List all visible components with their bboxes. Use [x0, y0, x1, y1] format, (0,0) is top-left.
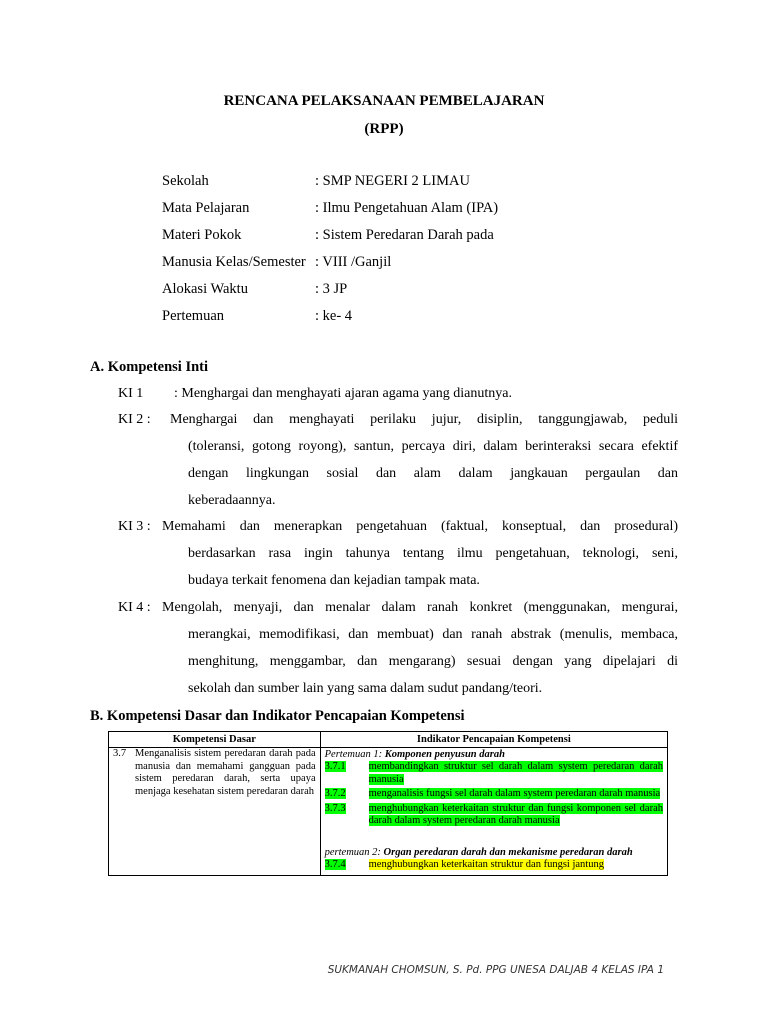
- ki-2: [118, 412, 678, 522]
- indicator-code: 3.7.3: [324, 802, 346, 814]
- ki-text: Mengolah, menyaji, dan menalar dalam ranah konkret (menggunakan, mengurai,: [162, 600, 678, 615]
- indicator-text: membandingkan struktur sel darah dalam system peredaran darah manusia: [368, 761, 663, 785]
- ki-text: budaya terkait fenomena dan kejadian tampak mata.: [188, 573, 480, 588]
- ki-4: [118, 600, 678, 710]
- ki-text: (toleransi, gotong royong), santun, percaya diri, dalam berinteraksi secara efektif: [188, 439, 678, 454]
- identity-label: Pertemuan: [162, 308, 225, 324]
- meeting-1-topic: Komponen penyusun darah: [384, 749, 505, 760]
- table-header-row: [109, 732, 668, 748]
- ki-text: keberadaannya.: [188, 493, 276, 508]
- meeting-1-heading: [325, 748, 663, 761]
- indicator-text: menganalisis fungsi sel darah dalam system peredaran darah manusia: [368, 788, 661, 799]
- kd-description: [113, 748, 316, 798]
- identity-value: : 3 JP: [315, 281, 348, 297]
- ki-label: KI 1: [118, 386, 144, 401]
- section-a-heading: A. Kompetensi Inti: [90, 359, 209, 375]
- kd-cell: [109, 748, 321, 876]
- table-header-ipk: Indikator Pencapaian Kompetensi: [320, 732, 667, 748]
- ki-text: berdasarkan rasa ingin tahunya tentang ilmu pengetahuan, teknologi, seni,: [188, 546, 678, 561]
- identity-label: Materi Pokok: [162, 227, 242, 243]
- ki-3: [118, 519, 678, 599]
- meeting-1-label: Pertemuan 1:: [324, 749, 383, 760]
- indicator-item: [325, 788, 663, 801]
- ki-label: KI 4 :: [118, 600, 151, 615]
- section-b-heading: B. Kompetensi Dasar dan Indikator Pencapaian Kompetensi: [90, 708, 465, 724]
- meeting-2-label: pertemuan 2:: [324, 846, 381, 858]
- ipk-cell: [320, 748, 667, 876]
- indicator-code: 3.7.1: [324, 761, 346, 772]
- identity-label: Manusia Kelas/Semester: [162, 254, 306, 270]
- identity-label: Mata Pelajaran: [162, 200, 250, 216]
- ki-text: dengan lingkungan sosial dan alam dalam jangkauan pergaulan dan: [188, 466, 678, 481]
- kd-text: Menganalisis sistem peredaran darah pada manusia dan memahami gangguan pada sistem peredaran darah, serta upaya menjaga kesehatan sistem peredaran darah: [135, 748, 316, 797]
- identity-value: : Ilmu Pengetahuan Alam (IPA): [315, 200, 499, 216]
- document-subtitle: (RPP): [364, 121, 404, 137]
- indicator-item: [325, 859, 663, 872]
- meeting-2-heading: [325, 846, 663, 859]
- ki-text: Menghargai dan menghayati perilaku jujur, disiplin, tanggungjawab, peduli: [170, 412, 678, 427]
- table-row: [109, 748, 668, 876]
- ki-text: sekolah dan sumber lain yang sama dalam sudut pandang/teori.: [188, 681, 543, 696]
- ki-label: KI 2 :: [118, 412, 151, 427]
- ki-text: Memahami dan menerapkan pengetahuan (faktual, konseptual, dan prosedural): [162, 519, 678, 534]
- ki-text: merangkai, memodifikasi, dan membuat) dan ranah abstrak (menulis, membaca,: [188, 627, 678, 642]
- identity-label: Sekolah: [162, 173, 209, 189]
- identity-value: : ke- 4: [315, 308, 353, 324]
- meeting-2-topic: Organ peredaran darah dan mekanisme peredaran darah: [383, 846, 633, 858]
- indicator-item: [325, 803, 663, 828]
- kd-number: 3.7: [113, 748, 127, 759]
- table-header-kd: Kompetensi Dasar: [109, 732, 321, 748]
- identity-value: : Sistem Peredaran Darah pada: [315, 227, 494, 243]
- indicator-code: 3.7.4: [324, 858, 346, 870]
- competency-table: [108, 731, 668, 876]
- identity-value: : SMP NEGERI 2 LIMAU: [315, 173, 470, 189]
- ki-text: menghitung, menggambar, dan mengarang) sesuai dengan yang dipelajari di: [188, 654, 678, 669]
- identity-value: : VIII /Ganjil: [315, 254, 392, 270]
- indicator-text: menghubungkan keterkaitan struktur dan fungsi komponen sel darah darah dalam system peredaran darah manusia: [368, 802, 663, 826]
- page-footer: SUKMANAH CHOMSUN, S. Pd. PPG UNESA DALJAB 4 KELAS IPA 1: [327, 964, 664, 976]
- ki-text: : Menghargai dan menghayati ajaran agama yang dianutnya.: [174, 386, 512, 401]
- ki-1: [118, 386, 678, 406]
- indicator-code: 3.7.2: [324, 788, 346, 799]
- indicator-item: [325, 761, 663, 786]
- identity-label: Alokasi Waktu: [162, 281, 248, 297]
- ki-label: KI 3 :: [118, 519, 151, 534]
- document-title: RENCANA PELAKSANAAN PEMBELAJARAN: [223, 93, 545, 109]
- indicator-text: menghubungkan keterkaitan struktur dan fungsi jantung: [368, 858, 604, 870]
